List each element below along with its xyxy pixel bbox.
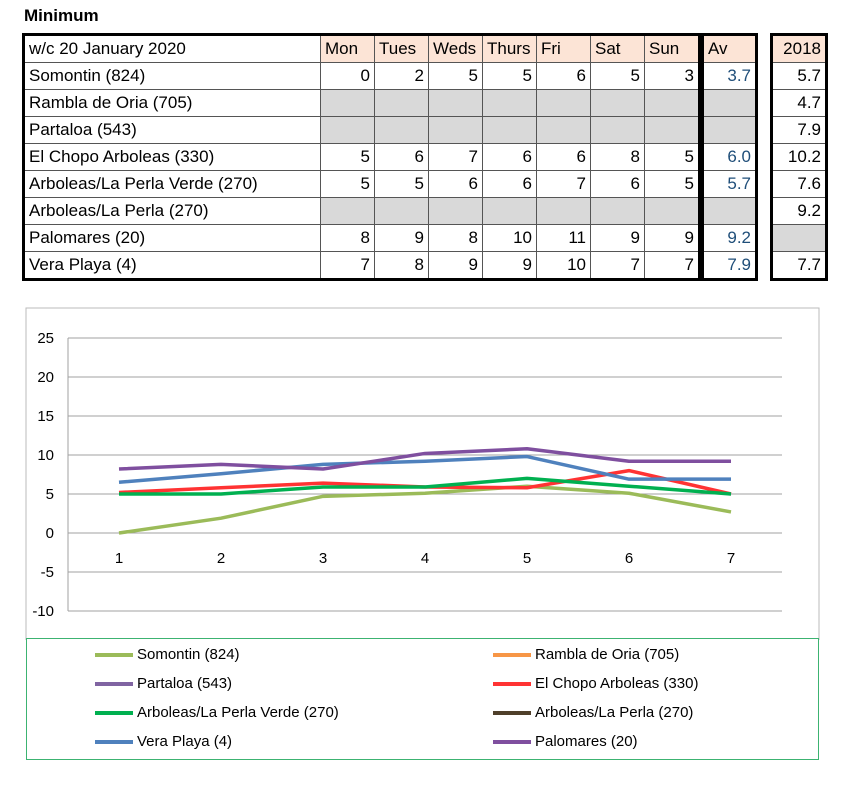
average-value: 3.7 [703, 63, 757, 90]
y-tick-label: -5 [40, 564, 54, 581]
day-value: 6 [537, 63, 591, 90]
day-value: 3 [645, 63, 700, 90]
day-value: 6 [483, 171, 537, 198]
day-value: 10 [537, 252, 591, 280]
day-value [591, 198, 645, 225]
day-value: 7 [429, 144, 483, 171]
day-value: 8 [429, 225, 483, 252]
station-name: Partaloa (543) [24, 117, 321, 144]
legend-item [95, 674, 232, 694]
day-value: 5 [591, 63, 645, 90]
day-value: 9 [375, 225, 429, 252]
table-row [24, 90, 700, 117]
legend-swatch [493, 740, 531, 744]
year-2018-value: 7.7 [772, 252, 827, 280]
year-2018-value: 10.2 [772, 144, 827, 171]
y-tick-label: 5 [45, 486, 54, 503]
average-value: 9.2 [703, 225, 757, 252]
day-value: 9 [645, 225, 700, 252]
av-header: Av [703, 35, 757, 63]
average-value [703, 117, 757, 144]
legend-label: Rambla de Oria (705) [535, 646, 680, 663]
day-value: 6 [375, 144, 429, 171]
day-value [375, 117, 429, 144]
legend-label: Arboleas/La Perla Verde (270) [137, 704, 339, 721]
station-name: El Chopo Arboleas (330) [24, 144, 321, 171]
day-value: 8 [321, 225, 375, 252]
day-value [429, 90, 483, 117]
year-2018-value: 4.7 [772, 90, 827, 117]
day-value: 7 [591, 252, 645, 280]
legend-label: Somontin (824) [137, 646, 240, 663]
day-value: 5 [429, 63, 483, 90]
table-row [24, 144, 700, 171]
day-value: 9 [591, 225, 645, 252]
day-value: 5 [483, 63, 537, 90]
legend-swatch [95, 740, 133, 744]
day-value [375, 198, 429, 225]
day-value: 7 [321, 252, 375, 280]
x-tick-label: 3 [318, 550, 328, 567]
y-tick-label: 0 [45, 525, 54, 542]
day-value [321, 90, 375, 117]
day-value: 2 [375, 63, 429, 90]
station-name: Somontin (824) [24, 63, 321, 90]
legend-swatch [493, 653, 531, 657]
station-name: Palomares (20) [24, 225, 321, 252]
legend-item [493, 703, 693, 723]
x-tick-label: 4 [420, 550, 430, 567]
year-2018-value [772, 225, 827, 252]
year-2018-value: 5.7 [772, 63, 827, 90]
legend-item [493, 645, 679, 665]
day-value [483, 117, 537, 144]
day-value: 6 [429, 171, 483, 198]
day-value [645, 117, 700, 144]
day-value [375, 90, 429, 117]
legend-item [95, 703, 339, 723]
day-value: 9 [429, 252, 483, 280]
day-value: 5 [321, 144, 375, 171]
average-value: 6.0 [703, 144, 757, 171]
y-tick-label: 25 [37, 330, 54, 347]
minimum-table [22, 33, 701, 281]
week-label: w/c 20 January 2020 [24, 35, 321, 63]
day-value [591, 90, 645, 117]
station-name: Arboleas/La Perla Verde (270) [24, 171, 321, 198]
legend-label: Palomares (20) [535, 733, 638, 750]
legend-label: Vera Playa (4) [137, 733, 233, 750]
day-value [321, 198, 375, 225]
day-value: 11 [537, 225, 591, 252]
day-header: Fri [537, 35, 591, 63]
day-header: Sun [645, 35, 700, 63]
chart-frame [26, 308, 819, 640]
table-header-row [24, 35, 700, 63]
day-value: 5 [375, 171, 429, 198]
legend-label: El Chopo Arboleas (330) [535, 675, 699, 692]
day-value [321, 117, 375, 144]
average-value [703, 90, 757, 117]
day-value: 6 [591, 171, 645, 198]
station-name: Vera Playa (4) [24, 252, 321, 280]
series-line [119, 449, 731, 469]
average-value [703, 198, 757, 225]
legend-swatch [493, 711, 531, 715]
legend-label: Partaloa (543) [137, 675, 233, 692]
station-name: Rambla de Oria (705) [24, 90, 321, 117]
y-tick-label: -10 [32, 603, 54, 620]
x-tick-label: 6 [624, 550, 634, 567]
day-value [537, 117, 591, 144]
legend-item [493, 732, 638, 752]
year-2018-value: 7.9 [772, 117, 827, 144]
day-value: 5 [645, 144, 700, 171]
day-value [537, 198, 591, 225]
line-chart [0, 300, 844, 640]
station-name: Arboleas/La Perla (270) [24, 198, 321, 225]
day-header: Tues [375, 35, 429, 63]
day-value [645, 90, 700, 117]
average-value: 7.9 [703, 252, 757, 280]
legend-swatch [95, 682, 133, 686]
day-value [645, 198, 700, 225]
year-2018-value: 9.2 [772, 198, 827, 225]
day-value [429, 198, 483, 225]
chart-legend [26, 638, 819, 760]
day-value: 8 [591, 144, 645, 171]
y-tick-label: 10 [37, 447, 54, 464]
day-value: 8 [375, 252, 429, 280]
day-value: 5 [645, 171, 700, 198]
day-value: 7 [537, 171, 591, 198]
y-tick-label: 20 [37, 369, 54, 386]
x-tick-label: 7 [726, 550, 736, 567]
legend-swatch [95, 711, 133, 715]
day-value [483, 198, 537, 225]
legend-item [493, 674, 698, 694]
day-value [591, 117, 645, 144]
legend-swatch [493, 682, 531, 686]
table-row [24, 117, 700, 144]
day-header: Weds [429, 35, 483, 63]
day-value: 5 [321, 171, 375, 198]
y-tick-label: 15 [37, 408, 54, 425]
x-tick-label: 2 [216, 550, 226, 567]
day-value: 9 [483, 252, 537, 280]
day-value [429, 117, 483, 144]
day-value: 6 [537, 144, 591, 171]
x-tick-label: 5 [522, 550, 532, 567]
average-table [701, 33, 758, 281]
average-value: 5.7 [703, 171, 757, 198]
page-title: Minimum [24, 6, 99, 25]
x-tick-label: 1 [114, 550, 124, 567]
legend-item [95, 732, 232, 752]
table-row [24, 198, 700, 225]
legend-swatch [95, 653, 133, 657]
day-header: Sat [591, 35, 645, 63]
table-row [24, 225, 700, 252]
day-value: 0 [321, 63, 375, 90]
legend-item [95, 645, 240, 665]
day-value [537, 90, 591, 117]
day-value: 7 [645, 252, 700, 280]
day-value: 10 [483, 225, 537, 252]
day-value: 6 [483, 144, 537, 171]
year-2018-table [770, 33, 828, 281]
year-2018-value: 7.6 [772, 171, 827, 198]
day-header: Thurs [483, 35, 537, 63]
day-value [483, 90, 537, 117]
day-header: Mon [321, 35, 375, 63]
table-row [24, 63, 700, 90]
table-row [24, 252, 700, 280]
legend-label: Arboleas/La Perla (270) [535, 704, 694, 721]
year-header: 2018 [772, 35, 827, 63]
table-row [24, 171, 700, 198]
